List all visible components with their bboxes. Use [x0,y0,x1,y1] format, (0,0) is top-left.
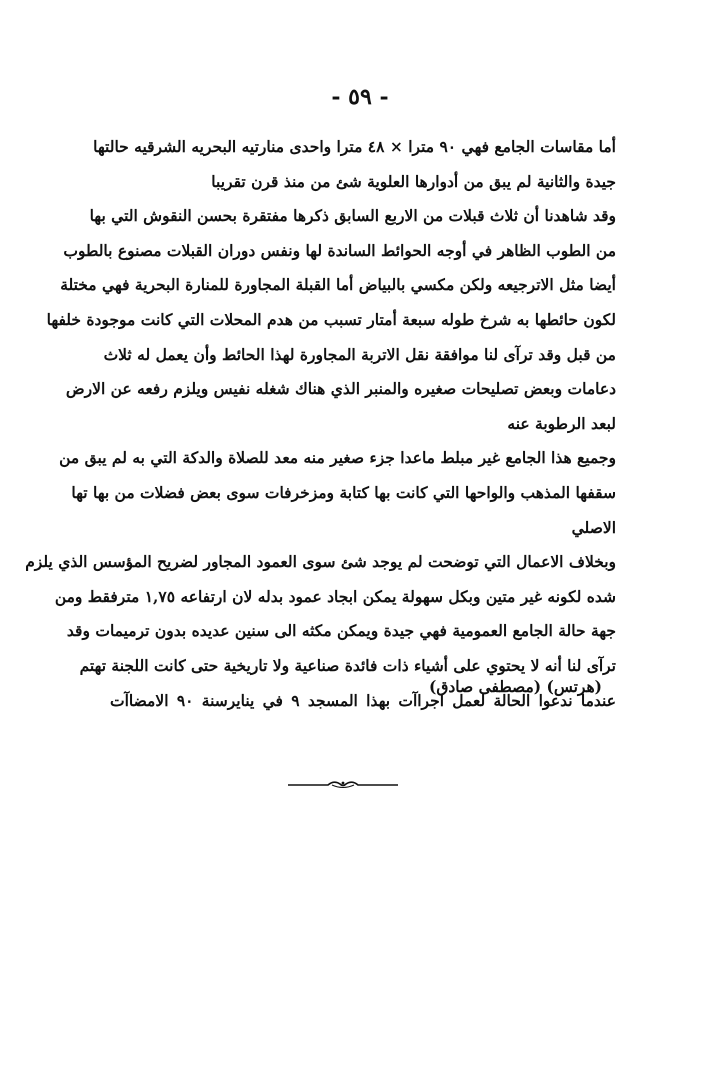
signature-line: (هرتس) (مصطفى صادق) [429,677,602,696]
text-line: الاصلي [571,517,616,537]
text-line: وجميع هذا الجامع غير مبلط ماعدا جزء صغير منه معد للصلاة والدكة التي به لم يبق من [59,448,616,468]
text-line: شده لكونه غير متين وبكل سهولة يمكن ابجاد عمود بدله لان ارتفاعه ١,٧٥ مترفقط ومن [54,586,616,606]
text-line: لكون حائطها به شرخ طوله سبعة أمتار تسبب من هدم المحلات التي كانت موجودة خلفها [46,309,616,329]
text-line: عندما ندعوا الحالة لعمل اجراآت بهذا المسجد ٩ في ينايرسنة ٩٠ الامضاآت [110,690,616,710]
text-line: أما مقاسات الجامع فهي ٩٠ مترا × ٤٨ مترا واحدى منارتيه البحريه الشرقيه حالتها [93,137,616,156]
text-line: ترآى لنا أنه لا يحتوي على أشياء ذات فائدة صناعية ولا تاريخية حتى كانت اللجنة تهتم [79,655,616,675]
closing-ornament-icon [288,778,398,790]
text-line: جهة حالة الجامع العمومية فهي جيدة ويمكن مكثه الى سنين عديده بدون ترميمات وقد [66,621,616,641]
text-line: أيضا مثل الاترجيعه ولكن مكسي بالبياض أما القبلة المجاورة للمنارة البحرية فهي مختلة [60,275,616,295]
text-line: وبخلاف الاعمال التي توضحت لم يوجد شئ سوى العمود المجاور لضريح المؤسس الذي يلزم [25,552,616,572]
text-line: جيدة والثانية لم يبق من أدوارها العلوية شئ من منذ قرن تقريبا [211,171,616,191]
text-line: دعامات وبعض تصليحات صغيره والمنبر الذي هناك شغله نفيس ويلزم رفعه عن الارض [65,379,616,399]
text-line: من الطوب الظاهر في أوجه الحوائط الساندة لها ونفس دوران القبلات مصنوع بالطوب [63,240,616,260]
page-number: - ٥٩ - [331,84,389,110]
text-line: من قبل وقد ترآى لنا موافقة نقل الاتربة المجاورة لهذا الحائط وأن يعمل له ثلاث [103,344,616,364]
text-line: وقد شاهدنا أن ثلاث قبلات من الاربع السابق ذكرها مفتقرة بحسن النقوش التي بها [89,206,616,226]
text-line: لبعد الرطوبة عنه [507,413,616,433]
text-line: سقفها المذهب والواحها التي كانت بها كتابة ومزخرفات سوى بعض فضلات من بها تها [71,482,616,502]
body-text [25,130,616,718]
